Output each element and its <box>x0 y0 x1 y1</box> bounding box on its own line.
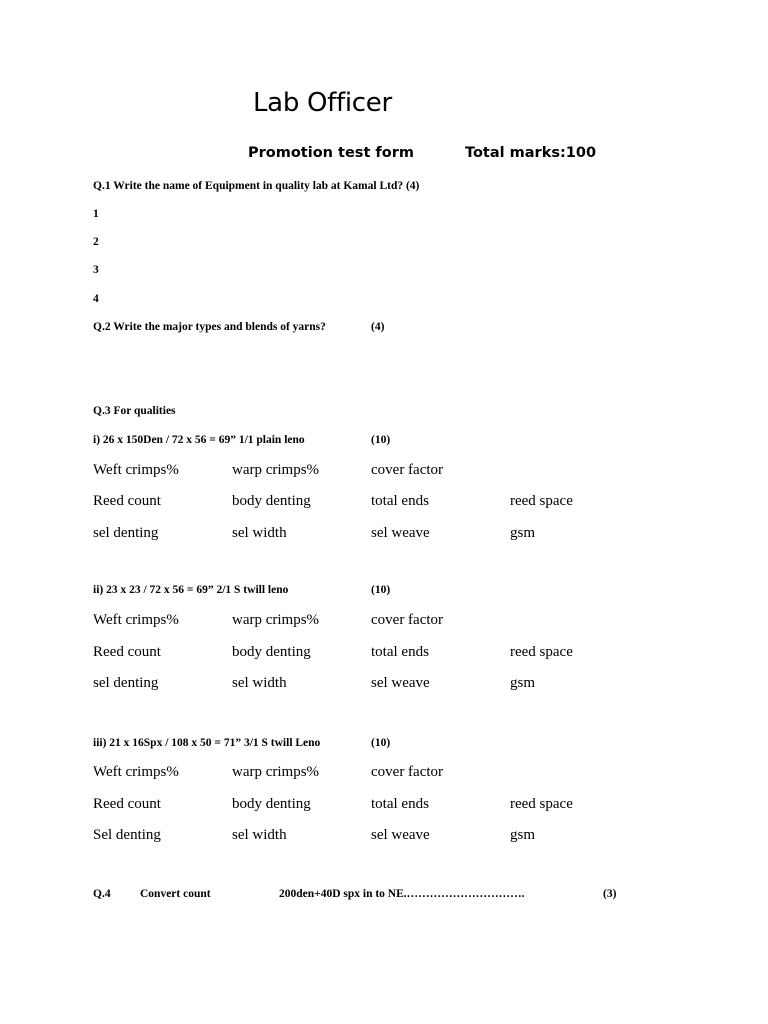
q3-iii-cell: reed space <box>510 796 573 812</box>
q3-iii-cell: Reed count <box>93 796 161 812</box>
q3-ii-cell: cover factor <box>371 612 444 628</box>
q3-iii-cell: total ends <box>371 796 429 812</box>
q3-i-cell: cover factor <box>371 462 444 478</box>
q3-ii-cell: total ends <box>371 644 429 660</box>
question-3: Q.3 For qualities <box>93 405 176 417</box>
q3-iii-cell: gsm <box>510 827 536 843</box>
q3-i-cell: reed space <box>510 493 573 509</box>
question-4-value: 200den+40D spx in to NE.…………………………. <box>279 888 525 900</box>
q3-ii-cell: sel width <box>232 675 287 691</box>
question-4-text: Convert count <box>140 888 211 900</box>
q3-part-iii-label: iii) 21 x 16Spx / 108 x 50 = 71” 3/1 S twill Leno <box>93 737 321 749</box>
question-4-number: Q.4 <box>93 888 111 900</box>
q3-i-cell: gsm <box>510 525 536 541</box>
question-2-marks: (4) <box>371 321 385 333</box>
q3-ii-cell: body denting <box>232 644 311 660</box>
question-1: Q.1 Write the name of Equipment in quality lab at Kamal Ltd? (4) <box>93 180 420 192</box>
q1-item-2: 2 <box>93 236 99 248</box>
q3-i-cell: Reed count <box>93 493 161 509</box>
q3-iii-cell: body denting <box>232 796 311 812</box>
q3-iii-cell: warp crimps% <box>232 764 320 780</box>
total-marks: Total marks:100 <box>465 145 597 161</box>
question-4-marks: (3) <box>603 888 617 900</box>
page-title: Lab Officer <box>253 88 392 118</box>
q3-ii-cell: Weft crimps% <box>93 612 179 628</box>
q3-ii-cell: Reed count <box>93 644 161 660</box>
q3-ii-cell: sel denting <box>93 675 159 691</box>
q1-item-4: 4 <box>93 293 99 305</box>
q1-item-3: 3 <box>93 264 99 276</box>
q3-ii-cell: reed space <box>510 644 573 660</box>
q3-part-i-marks: (10) <box>371 434 391 446</box>
q3-iii-cell: Sel denting <box>93 827 161 843</box>
q3-iii-cell: Weft crimps% <box>93 764 179 780</box>
q3-i-cell: sel weave <box>371 525 430 541</box>
q3-ii-cell: sel weave <box>371 675 430 691</box>
q3-part-iii-marks: (10) <box>371 737 391 749</box>
q3-i-cell: body denting <box>232 493 311 509</box>
q3-ii-cell: warp crimps% <box>232 612 320 628</box>
question-2: Q.2 Write the major types and blends of yarns? <box>93 321 326 333</box>
q3-i-cell: total ends <box>371 493 429 509</box>
q3-i-cell: sel denting <box>93 525 159 541</box>
q3-iii-cell: sel weave <box>371 827 430 843</box>
q3-iii-cell: cover factor <box>371 764 444 780</box>
q3-i-cell: Weft crimps% <box>93 462 179 478</box>
q3-i-cell: sel width <box>232 525 287 541</box>
form-name: Promotion test form <box>248 145 414 161</box>
q3-iii-cell: sel width <box>232 827 287 843</box>
q3-part-i-label: i) 26 x 150Den / 72 x 56 = 69” 1/1 plain leno <box>93 434 305 446</box>
q3-part-ii-label: ii) 23 x 23 / 72 x 56 = 69” 2/1 S twill leno <box>93 584 289 596</box>
q3-part-ii-marks: (10) <box>371 584 391 596</box>
q1-item-1: 1 <box>93 208 99 220</box>
q3-i-cell: warp crimps% <box>232 462 320 478</box>
q3-ii-cell: gsm <box>510 675 536 691</box>
